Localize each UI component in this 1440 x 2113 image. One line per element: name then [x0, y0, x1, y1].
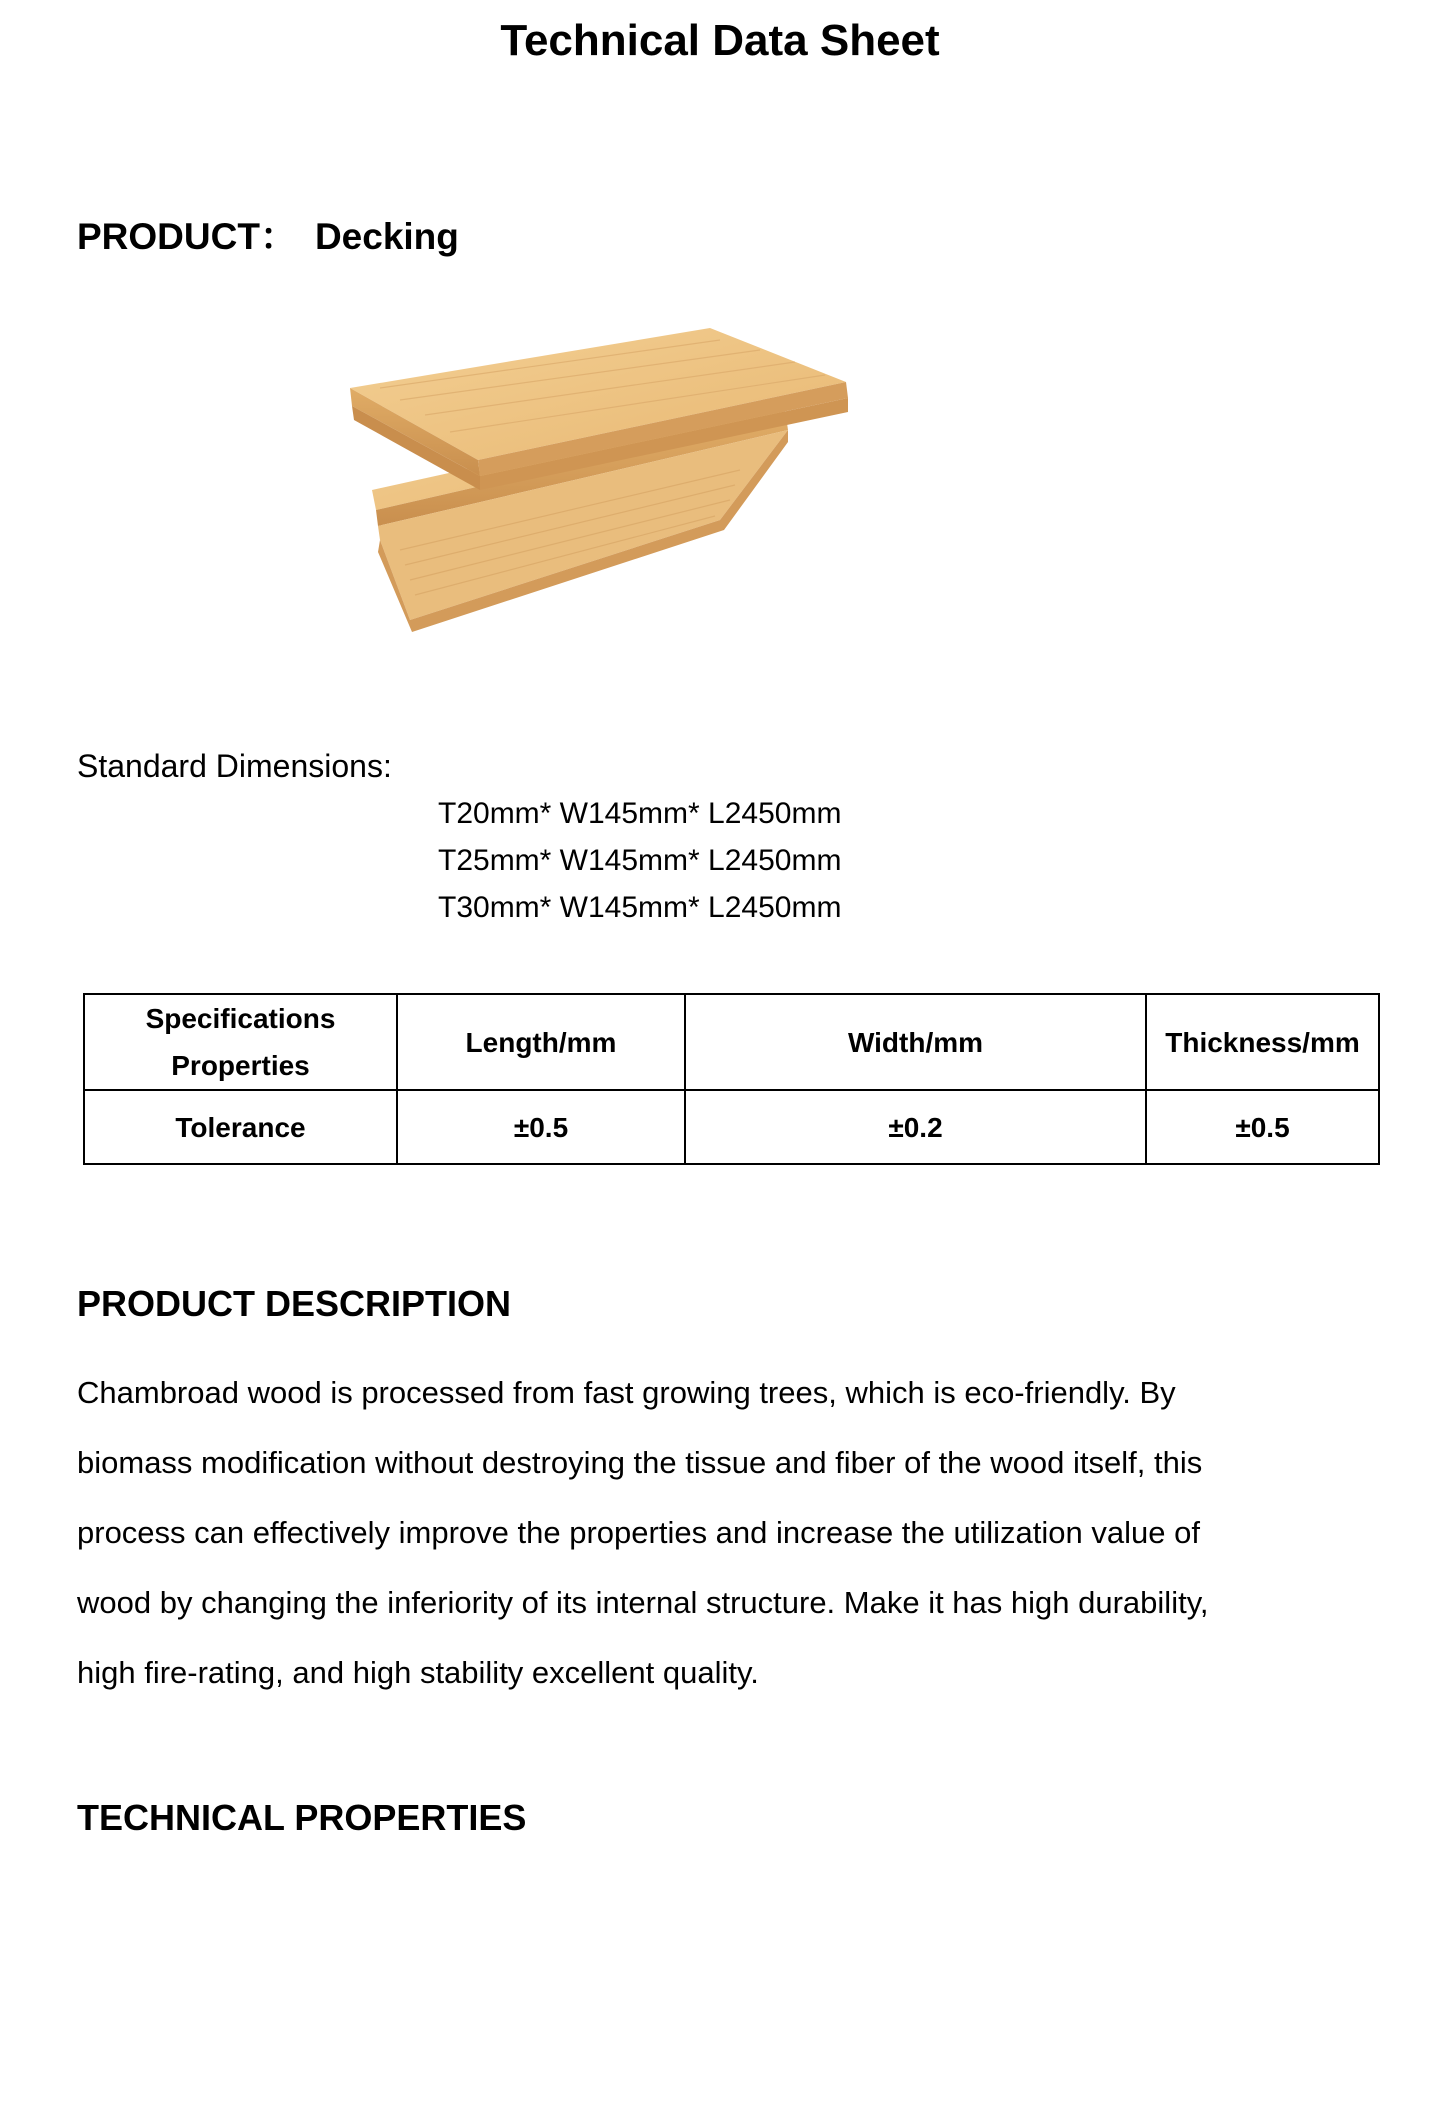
dimension-item: T30mm* W145mm* L2450mm — [438, 891, 842, 924]
cell-width-tolerance: ±0.2 — [685, 1090, 1146, 1164]
header-cell-thickness: Thickness/mm — [1146, 994, 1379, 1090]
product-description-heading: PRODUCT DESCRIPTION — [77, 1283, 512, 1324]
product-line — [77, 206, 459, 260]
header-cell-length: Length/mm — [397, 994, 685, 1090]
description-line: high fire-rating, and high stability excellent quality. — [77, 1655, 759, 1690]
document-title: Technical Data Sheet — [500, 16, 940, 65]
description-line: process can effectively improve the properties and increase the utilization value of — [77, 1515, 1200, 1550]
table-header-row — [84, 994, 1379, 1090]
tolerance-table — [83, 993, 1380, 1165]
header-spec-line1: Specifications — [145, 1003, 336, 1034]
standard-dimensions-label: Standard Dimensions: — [77, 748, 392, 784]
cell-thickness-tolerance: ±0.5 — [1146, 1090, 1379, 1164]
cell-length-tolerance: ±0.5 — [397, 1090, 685, 1164]
technical-properties-heading: TECHNICAL PROPERTIES — [77, 1797, 527, 1838]
dimension-item: T20mm* W145mm* L2450mm — [438, 797, 842, 830]
product-description-text — [77, 1358, 1367, 1708]
header-cell-width: Width/mm — [685, 994, 1146, 1090]
product-value: Decking — [314, 216, 459, 257]
description-line: biomass modification without destroying the tissue and fiber of the wood itself, this — [77, 1445, 1203, 1480]
row-label-tolerance: Tolerance — [84, 1090, 397, 1164]
description-line: Chambroad wood is processed from fast growing trees, which is eco-friendly. By — [77, 1375, 1176, 1410]
dimension-list — [438, 790, 841, 931]
table-row — [84, 1090, 1379, 1164]
header-spec-line2: Properties — [171, 1050, 310, 1081]
description-line: wood by changing the inferiority of its internal structure. Make it has high durability, — [77, 1585, 1209, 1620]
product-label: PRODUCT： — [77, 216, 297, 257]
header-cell-specifications — [84, 994, 397, 1090]
dimension-item: T25mm* W145mm* L2450mm — [438, 844, 842, 877]
wood-decking-boards-image — [340, 320, 860, 640]
